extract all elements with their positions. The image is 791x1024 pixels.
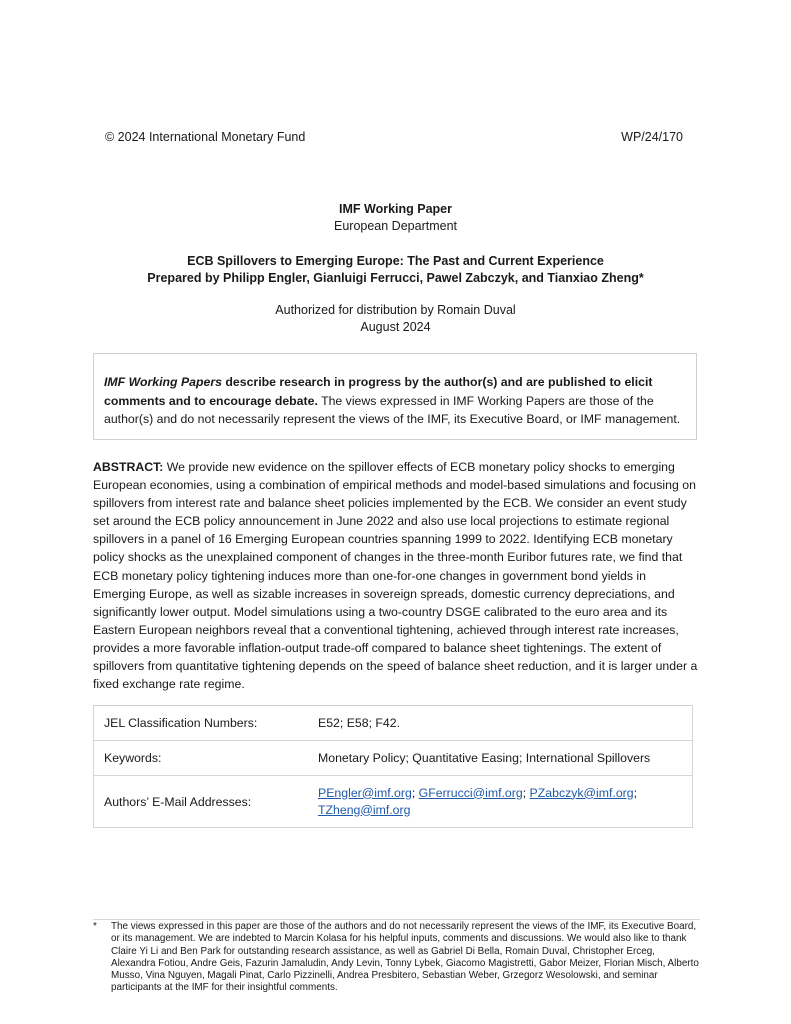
authorized-by: Authorized for distribution by Romain Duval: [275, 303, 516, 317]
footnote-text: The views expressed in this paper are those of the authors and do not necessarily represent the views of the IMF, its Executive Board, or its management. We are indebted to Marcin Kolasa for his helpful inputs, comments and discussions. We would also like to thank Claire Yi Li and Ben Park for outstanding research assistance, as well as Gabriel Di Bella, Romain Duval, Christopher Erceg, Alexandra Fotiou, Andre Geis, Fazurin Jamaludin, Andy Levin, Tonny Lybek, Giacomo Magistretti, Gabor Meizer, Florian Misch, Alberto Musso, Vina Nguyen, Magali Pinat, Carlo Pizzinelli, Andrea Presbitero, Sebastian Weber, Grzegorz Wesolowski, and seminar participants at the IMF for their insightful comments.: [111, 921, 699, 994]
email-link-engler[interactable]: PEngler@imf.org: [318, 785, 412, 800]
table-row: [94, 706, 693, 741]
email-link-zabczyk[interactable]: PZabczyk@imf.org: [529, 785, 634, 800]
email-link-ferrucci[interactable]: GFerrucci@imf.org: [418, 785, 523, 800]
email-link-zheng[interactable]: TZheng@imf.org: [318, 802, 411, 817]
footnote-divider: [93, 919, 700, 920]
jel-label: JEL Classification Numbers:: [94, 706, 299, 741]
disclaimer-bold-text: describe research in progress by the author(s) and are published to elicit comments and to encourage debate.: [104, 375, 653, 408]
table-row: [94, 741, 693, 776]
disclaimer-text: The views expressed in IMF Working Papers are those of the author(s) and do not necessarily represent the views of the IMF, its Executive Board, or IMF management.: [104, 393, 681, 426]
abstract-text: We provide new evidence on the spillover effects of ECB monetary policy shocks to emerging European economies, using a combination of empirical methods and model-based simulations and focusing on spillovers from interest rate and balance sheet policies implemented by the ECB. We consider an event study set around the ECB policy announcement in June 2022 and also use local projections to estimate regional spillovers in a panel of 16 Emerging European countries spanning 1999 to 2022. Identifying ECB monetary policy shocks as the unexplained component of changes in the three-month Euribor futures rate, we find that ECB monetary policy tightening induces more than one-for-one changes in government bond yields in Emerging Europe, as well as sizable increases in sovereign spreads, domestic currency depreciations, and significantly lower output. Model simulations using a two-country DSGE calibrated to the euro area and its Eastern European neighbors reveal that a conventional tightening, achieved through interest rate increases, provides a more favorable inflation-output trade-off compared to balance sheet tightenings. The extent of spillovers from quantitative tightening depends on the speed of balance sheet reduction, and it is larger under a fixed exchange rate regime.: [93, 460, 698, 692]
abstract: [93, 458, 701, 693]
copyright-notice: © 2024 International Monetary Fund: [105, 130, 306, 144]
paper-number: WP/24/170: [621, 130, 683, 144]
publication-date: August 2024: [360, 320, 431, 334]
abstract-label: ABSTRACT:: [93, 460, 164, 474]
series-title: IMF Working Paper: [339, 202, 452, 216]
disclaimer-series-name: IMF Working Papers: [104, 375, 222, 389]
paper-authors: Prepared by Philipp Engler, Gianluigi Ferrucci, Pawel Zabczyk, and Tianxiao Zheng*: [147, 271, 644, 285]
keywords-label: Keywords:: [94, 741, 299, 776]
classification-table: [93, 705, 693, 828]
table-row: [94, 776, 693, 828]
emails-value: PEngler@imf.org; GFerrucci@imf.org; PZabczyk@imf.org; TZheng@imf.org: [298, 776, 693, 828]
disclaimer-box: [93, 353, 697, 440]
keywords-value: Monetary Policy; Quantitative Easing; International Spillovers: [298, 741, 693, 776]
footnote-marker: *: [93, 921, 97, 932]
jel-value: E52; E58; F42.: [298, 706, 693, 741]
emails-label: Authors’ E-Mail Addresses:: [94, 776, 299, 828]
department: European Department: [334, 219, 457, 233]
paper-title: ECB Spillovers to Emerging Europe: The Past and Current Experience: [187, 254, 604, 268]
